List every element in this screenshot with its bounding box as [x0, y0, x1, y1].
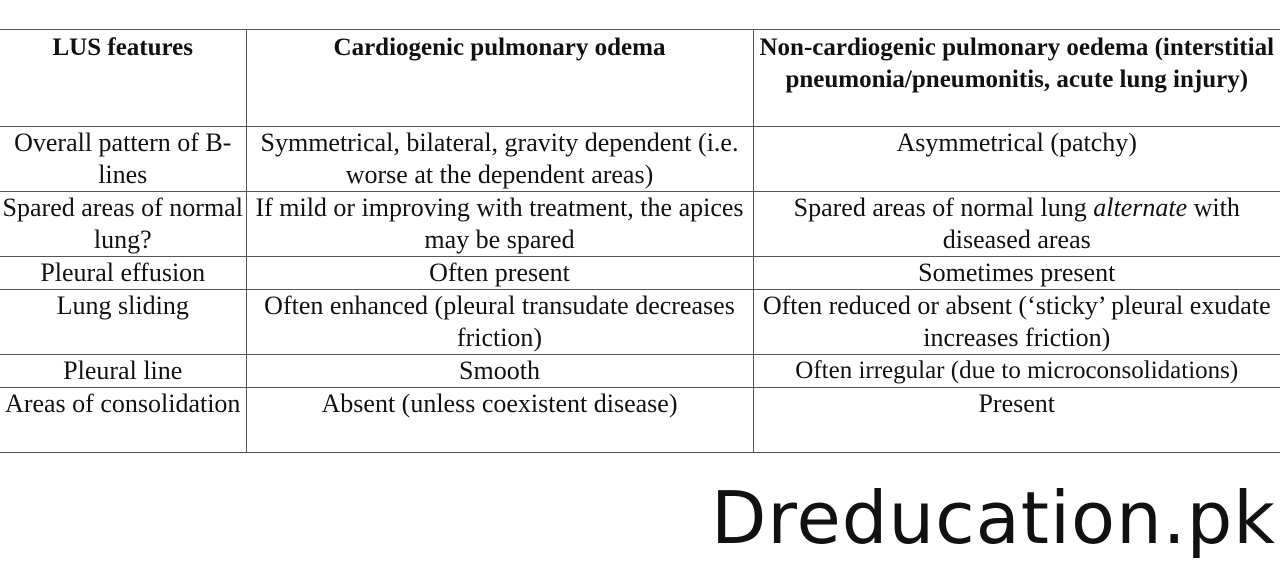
- header-cardiogenic: Cardiogenic pulmonary odema: [246, 30, 753, 127]
- table-row: [0, 192, 1280, 257]
- cell-feature: Pleural effusion: [0, 257, 246, 290]
- cell-feature: Overall pattern of B-lines: [0, 127, 246, 192]
- table-row: [0, 127, 1280, 192]
- cell-cardiogenic: Often present: [246, 257, 753, 290]
- cell-non-cardiogenic: Sometimes present: [753, 257, 1280, 290]
- table-row: [0, 290, 1280, 355]
- cell-non-cardiogenic: Present: [753, 388, 1280, 453]
- cell-feature: Lung sliding: [0, 290, 246, 355]
- cell-feature: Pleural line: [0, 355, 246, 388]
- cell-non-cardiogenic: [753, 192, 1280, 257]
- cell-feature: Areas of consolidation: [0, 388, 246, 453]
- cell-text-after: with diseased areas: [942, 193, 1240, 254]
- watermark-logo-text: Dreducation.pk: [710, 476, 1276, 560]
- cell-cardiogenic: Symmetrical, bilateral, gravity dependent (i.e. worse at the dependent areas): [246, 127, 753, 192]
- cell-text-before: Spared areas of normal lung: [793, 193, 1094, 222]
- cell-feature: Spared areas of normal lung?: [0, 192, 246, 257]
- cell-text-italic: alternate: [1093, 193, 1188, 222]
- cell-non-cardiogenic: Asymmetrical (patchy): [753, 127, 1280, 192]
- table-row: [0, 355, 1280, 388]
- lus-comparison-table: [0, 29, 1280, 453]
- table-header-row: [0, 30, 1280, 127]
- cell-cardiogenic: Absent (unless coexistent disease): [246, 388, 753, 453]
- header-lus-features: LUS features: [0, 30, 246, 127]
- cell-non-cardiogenic: Often irregular (due to microconsolidations): [753, 355, 1280, 388]
- cell-cardiogenic: If mild or improving with treatment, the apices may be spared: [246, 192, 753, 257]
- cell-cardiogenic: Often enhanced (pleural transudate decreases friction): [246, 290, 753, 355]
- cell-non-cardiogenic: Often reduced or absent (‘sticky’ pleural exudate increases friction): [753, 290, 1280, 355]
- header-non-cardiogenic: Non-cardiogenic pulmonary oedema (interstitial pneumonia/pneumonitis, acute lung injury): [753, 30, 1280, 127]
- table-row: [0, 257, 1280, 290]
- table-row: [0, 388, 1280, 453]
- cell-cardiogenic: Smooth: [246, 355, 753, 388]
